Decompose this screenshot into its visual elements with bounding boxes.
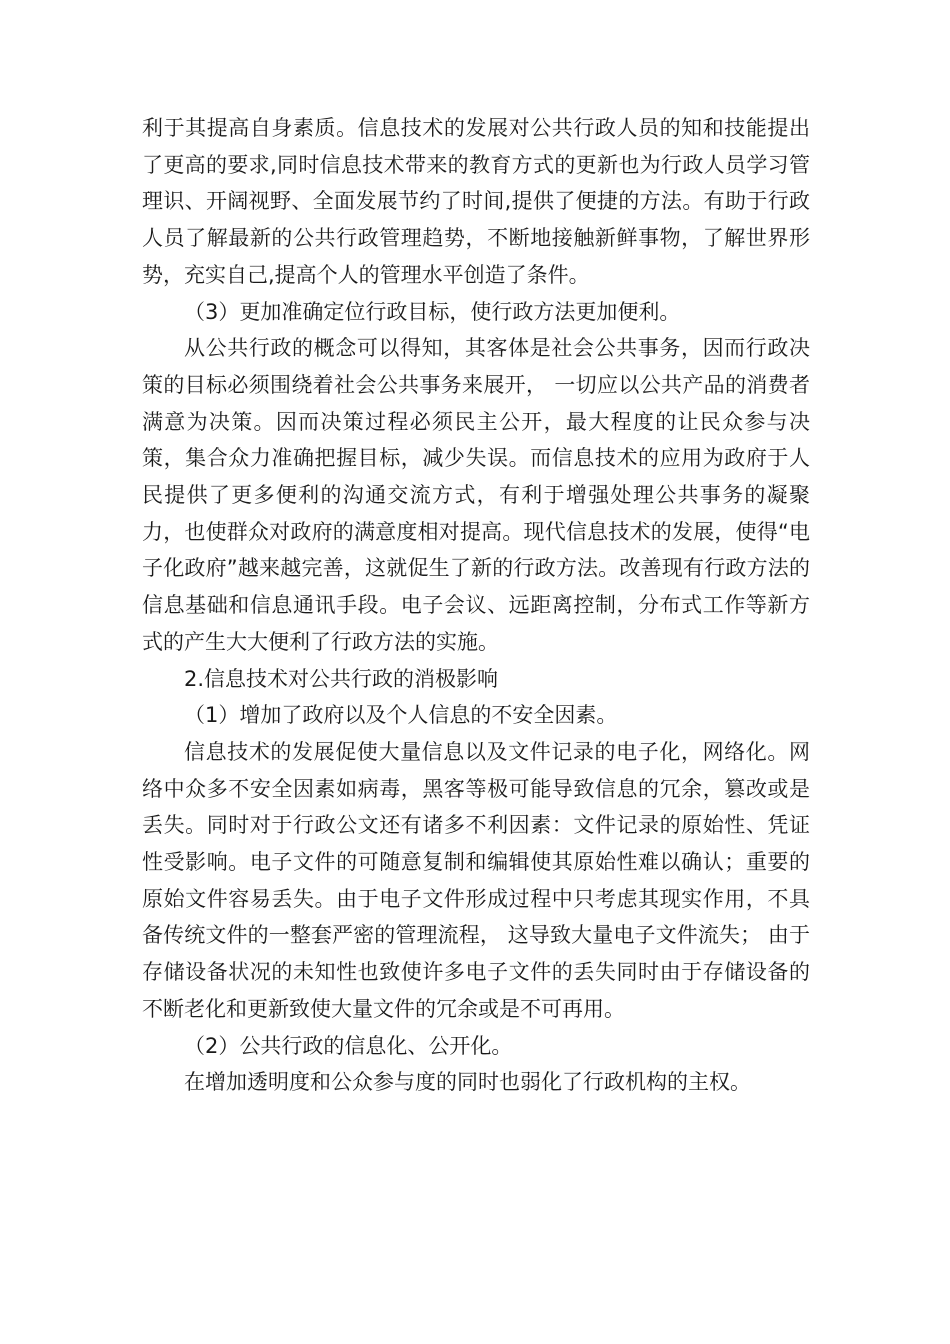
section-heading-negative-impact: 2.信息技术对公共行政的消极影响: [184, 666, 499, 691]
paragraph-transparency: 在增加透明度和公众参与度的同时也弱化了行政机构的主权。: [184, 1070, 751, 1095]
paragraph-continuation: 利于其提高自身素质。信息技术的发展对公共行政人员的知和技能提出了更高的要求,同时信息技术带来的教育方式的更新也为行政人员学习管理识、开阔视野、全面发展节约了时间,提供了便捷的方法。有助于行政人员了解最新的公共行政管理趋势，不断地接触新鲜事物，了解世界形势，充实自己,提高个人的管理水平创造了条件。: [142, 116, 810, 287]
paragraph-administrative-goals: 从公共行政的概念可以得知，其客体是社会公共事务，因而行政决策的目标必须围绕着社会公共事务来展开， 一切应以公共产品的消费者满意为决策。因而决策过程必须民主公开，最大程度的让民众参与决策，集合众力准确把握目标，减少失误。而信息技术的应用为政府于人民提供了更多便利的沟通交流方式，有利于增强处理公共事务的凝聚力，也使群众对政府的满意度相对提高。现代信息技术的发展，使得“电子化政府”越来越完善，这就促生了新的行政方法。改善现有行政方法的信息基础和信息通讯手段。电子会议、远距离控制，分布式工作等新方式的产生大大便利了行政方法的实施。: [142, 336, 810, 654]
document-page: [142, 110, 810, 1101]
paragraph-insecurity: 信息技术的发展促使大量信息以及文件记录的电子化，网络化。网络中众多不安全因素如病毒，黑客等极可能导致信息的冗余，篡改或是丢失。同时对于行政公文还有诸多不利因素：文件记录的原始性、凭证性受影响。电子文件的可随意复制和编辑使其原始性难以确认；重要的原始文件容易丢失。由于电子文件形成过程中只考虑其现实作用，不具备传统文件的一整套严密的管理流程， 这导致大量电子文件流失； 由于存储设备状况的未知性也致使许多电子文件的丢失同时由于存储设备的不断老化和更新致使大量文件的冗余或是不可再用。: [142, 739, 810, 1021]
subheading-1: （1）增加了政府以及个人信息的不安全因素。: [184, 703, 618, 728]
subheading-2: （2）公共行政的信息化、公开化。: [184, 1033, 513, 1058]
subheading-3: （3）更加准确定位行政目标，使行政方法更加便利。: [184, 299, 681, 324]
